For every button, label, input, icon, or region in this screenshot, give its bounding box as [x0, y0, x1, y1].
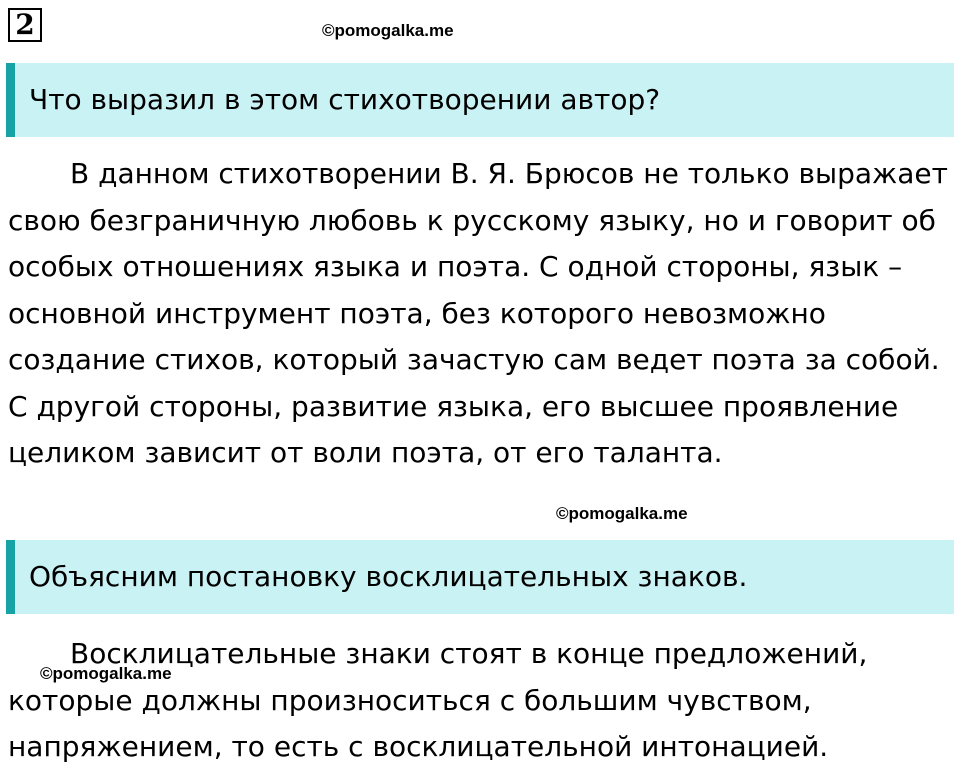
question-band-1 — [6, 63, 954, 137]
question-2-text: Объясним постановку восклицательных знаков. — [29, 560, 748, 593]
watermark-bottom: ©pomogalka.me — [40, 664, 172, 683]
answer-2-paragraph: Восклицательные знаки стоят в конце предложений, которые должны произноситься с большим чувством, напряжением, то есть с восклицательной интонацией. — [8, 637, 868, 763]
watermark-middle: ©pomogalka.me — [556, 504, 688, 523]
answer-1-paragraph: В данном стихотворении В. Я. Брюсов не только выражает свою безграничную любовь к русскому языку, но и говорит об особых отношениях языка и поэта. С одной стороны, язык – основной инструмент поэта, без которого невозможно создание стихов, который зачастую сам ведет поэта за собой. С другой стороны, развитие языка, его высшее проявление целиком зависит от воли поэта, от его таланта. — [8, 157, 948, 469]
question-band-2 — [6, 540, 954, 614]
question-1-text: Что выразил в этом стихотворении автор? — [29, 83, 661, 116]
watermark-top: ©pomogalka.me — [322, 21, 454, 40]
task-number-box: 2 — [8, 8, 42, 42]
